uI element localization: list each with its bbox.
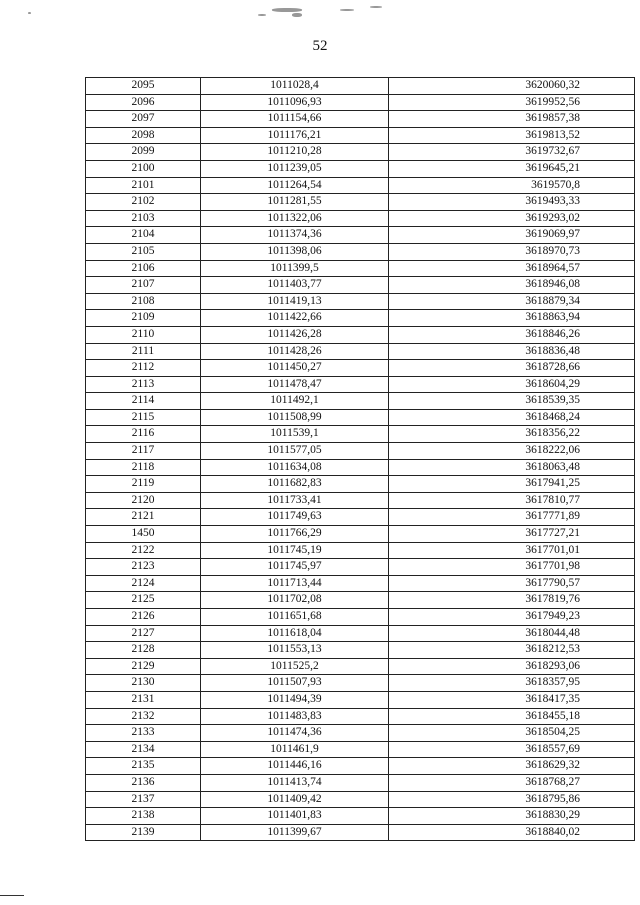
y-coordinate-cell: 3617701,98 [389, 559, 635, 576]
x-coordinate-cell: 1011281,55 [201, 194, 389, 211]
y-coordinate-cell: 3618863,94 [389, 310, 635, 327]
point-number-cell: 2105 [86, 243, 201, 260]
table-row [86, 741, 635, 758]
point-number-cell: 2136 [86, 774, 201, 791]
point-number-cell: 2109 [86, 310, 201, 327]
table-row [86, 459, 635, 476]
y-coordinate-cell: 3620060,32 [389, 78, 635, 95]
point-number-cell: 2116 [86, 426, 201, 443]
x-coordinate-cell: 1011399,67 [201, 824, 389, 841]
table-row [86, 177, 635, 194]
y-coordinate-cell: 3618539,35 [389, 393, 635, 410]
table-row [86, 144, 635, 161]
point-number-cell: 2115 [86, 409, 201, 426]
y-coordinate-cell: 3618836,48 [389, 343, 635, 360]
point-number-cell: 2128 [86, 642, 201, 659]
point-number-cell: 2095 [86, 78, 201, 95]
y-coordinate-cell: 3619857,38 [389, 111, 635, 128]
x-coordinate-cell: 1011239,05 [201, 160, 389, 177]
x-coordinate-cell: 1011176,21 [201, 127, 389, 144]
table-row [86, 376, 635, 393]
table-row [86, 758, 635, 775]
x-coordinate-cell: 1011154,66 [201, 111, 389, 128]
y-coordinate-cell: 3618293,06 [389, 658, 635, 675]
table-row [86, 227, 635, 244]
y-coordinate-cell: 3617949,23 [389, 609, 635, 626]
y-coordinate-cell: 3618044,48 [389, 625, 635, 642]
y-coordinate-cell: 3619952,56 [389, 94, 635, 111]
y-coordinate-cell: 3617790,57 [389, 575, 635, 592]
point-number-cell: 2117 [86, 443, 201, 460]
y-coordinate-cell: 3618222,06 [389, 443, 635, 460]
y-coordinate-cell: 3618964,57 [389, 260, 635, 277]
x-coordinate-cell: 1011474,36 [201, 725, 389, 742]
x-coordinate-cell: 1011401,83 [201, 808, 389, 825]
x-coordinate-cell: 1011525,2 [201, 658, 389, 675]
point-number-cell: 2098 [86, 127, 201, 144]
point-number-cell: 2121 [86, 509, 201, 526]
coordinates-table [85, 77, 635, 841]
point-number-cell: 2108 [86, 293, 201, 310]
point-number-cell: 2139 [86, 824, 201, 841]
point-number-cell: 2101 [86, 177, 201, 194]
point-number-cell: 2113 [86, 376, 201, 393]
y-coordinate-cell: 3619069,97 [389, 227, 635, 244]
table-row [86, 708, 635, 725]
point-number-cell: 2132 [86, 708, 201, 725]
table-row [86, 492, 635, 509]
y-coordinate-cell: 3619732,67 [389, 144, 635, 161]
point-number-cell: 2125 [86, 592, 201, 609]
x-coordinate-cell: 1011450,27 [201, 360, 389, 377]
table-row [86, 94, 635, 111]
x-coordinate-cell: 1011713,44 [201, 575, 389, 592]
y-coordinate-cell: 3618728,66 [389, 360, 635, 377]
point-number-cell: 2111 [86, 343, 201, 360]
table-row [86, 658, 635, 675]
y-coordinate-cell: 3619813,52 [389, 127, 635, 144]
y-coordinate-cell: 3619645,21 [389, 160, 635, 177]
y-coordinate-cell: 3617727,21 [389, 526, 635, 543]
x-coordinate-cell: 1011618,04 [201, 625, 389, 642]
x-coordinate-cell: 1011478,47 [201, 376, 389, 393]
y-coordinate-cell: 3618604,29 [389, 376, 635, 393]
x-coordinate-cell: 1011745,19 [201, 542, 389, 559]
x-coordinate-cell: 1011419,13 [201, 293, 389, 310]
table-row [86, 260, 635, 277]
point-number-cell: 2138 [86, 808, 201, 825]
point-number-cell: 2118 [86, 459, 201, 476]
y-coordinate-cell: 3618768,27 [389, 774, 635, 791]
x-coordinate-cell: 1011682,83 [201, 476, 389, 493]
table-row [86, 111, 635, 128]
y-coordinate-cell: 3617810,77 [389, 492, 635, 509]
table-row [86, 791, 635, 808]
x-coordinate-cell: 1011507,93 [201, 675, 389, 692]
table-row [86, 343, 635, 360]
y-coordinate-cell: 3618357,95 [389, 675, 635, 692]
margin-mark [0, 895, 24, 896]
y-coordinate-cell: 3618504,25 [389, 725, 635, 742]
table-row [86, 476, 635, 493]
table-row [86, 443, 635, 460]
x-coordinate-cell: 1011428,26 [201, 343, 389, 360]
x-coordinate-cell: 1011210,28 [201, 144, 389, 161]
x-coordinate-cell: 1011492,1 [201, 393, 389, 410]
table-row [86, 78, 635, 95]
x-coordinate-cell: 1011483,83 [201, 708, 389, 725]
x-coordinate-cell: 1011096,93 [201, 94, 389, 111]
point-number-cell: 2135 [86, 758, 201, 775]
point-number-cell: 2112 [86, 360, 201, 377]
point-number-cell: 2099 [86, 144, 201, 161]
table-row [86, 326, 635, 343]
x-coordinate-cell: 1011409,42 [201, 791, 389, 808]
y-coordinate-cell: 3618970,73 [389, 243, 635, 260]
y-coordinate-cell: 3617941,25 [389, 476, 635, 493]
x-coordinate-cell: 1011264,54 [201, 177, 389, 194]
x-coordinate-cell: 1011766,29 [201, 526, 389, 543]
y-coordinate-cell: 3619493,33 [389, 194, 635, 211]
x-coordinate-cell: 1011577,05 [201, 443, 389, 460]
point-number-cell: 2120 [86, 492, 201, 509]
point-number-cell: 2122 [86, 542, 201, 559]
point-number-cell: 2127 [86, 625, 201, 642]
table-row [86, 509, 635, 526]
coordinates-table-body [86, 78, 635, 841]
table-row [86, 542, 635, 559]
table-row [86, 393, 635, 410]
x-coordinate-cell: 1011399,5 [201, 260, 389, 277]
table-row [86, 559, 635, 576]
x-coordinate-cell: 1011398,06 [201, 243, 389, 260]
point-number-cell: 2126 [86, 609, 201, 626]
table-row [86, 310, 635, 327]
y-coordinate-cell: 3618946,08 [389, 277, 635, 294]
x-coordinate-cell: 1011634,08 [201, 459, 389, 476]
y-coordinate-cell: 3619293,02 [389, 210, 635, 227]
point-number-cell: 2131 [86, 691, 201, 708]
y-coordinate-cell: 3617771,89 [389, 509, 635, 526]
x-coordinate-cell: 1011508,99 [201, 409, 389, 426]
y-coordinate-cell: 3618840,02 [389, 824, 635, 841]
table-row [86, 127, 635, 144]
x-coordinate-cell: 1011426,28 [201, 326, 389, 343]
y-coordinate-cell: 3618846,26 [389, 326, 635, 343]
point-number-cell: 2106 [86, 260, 201, 277]
y-coordinate-cell: 3618417,35 [389, 691, 635, 708]
table-row [86, 409, 635, 426]
y-coordinate-cell: 3618879,34 [389, 293, 635, 310]
table-row [86, 210, 635, 227]
y-coordinate-cell: 3618455,18 [389, 708, 635, 725]
point-number-cell: 2104 [86, 227, 201, 244]
point-number-cell: 2097 [86, 111, 201, 128]
y-coordinate-cell: 3618830,29 [389, 808, 635, 825]
x-coordinate-cell: 1011446,16 [201, 758, 389, 775]
y-coordinate-cell: 3618468,24 [389, 409, 635, 426]
table-row [86, 609, 635, 626]
page-number: 52 [312, 38, 328, 54]
x-coordinate-cell: 1011413,74 [201, 774, 389, 791]
point-number-cell: 2107 [86, 277, 201, 294]
point-number-cell: 1450 [86, 526, 201, 543]
x-coordinate-cell: 1011702,08 [201, 592, 389, 609]
y-coordinate-cell: 3617701,01 [389, 542, 635, 559]
y-coordinate-cell: 3618557,69 [389, 741, 635, 758]
table-row [86, 725, 635, 742]
point-number-cell: 2124 [86, 575, 201, 592]
y-coordinate-cell: 3617819,76 [389, 592, 635, 609]
y-coordinate-cell: 3619570,8 [389, 177, 635, 194]
x-coordinate-cell: 1011539,1 [201, 426, 389, 443]
x-coordinate-cell: 1011322,06 [201, 210, 389, 227]
point-number-cell: 2130 [86, 675, 201, 692]
y-coordinate-cell: 3618063,48 [389, 459, 635, 476]
x-coordinate-cell: 1011461,9 [201, 741, 389, 758]
point-number-cell: 2134 [86, 741, 201, 758]
table-row [86, 575, 635, 592]
point-number-cell: 2102 [86, 194, 201, 211]
point-number-cell: 2123 [86, 559, 201, 576]
table-row [86, 675, 635, 692]
x-coordinate-cell: 1011403,77 [201, 277, 389, 294]
point-number-cell: 2133 [86, 725, 201, 742]
x-coordinate-cell: 1011733,41 [201, 492, 389, 509]
point-number-cell: 2100 [86, 160, 201, 177]
table-row [86, 293, 635, 310]
table-row [86, 642, 635, 659]
point-number-cell: 2103 [86, 210, 201, 227]
y-coordinate-cell: 3618795,86 [389, 791, 635, 808]
y-coordinate-cell: 3618629,32 [389, 758, 635, 775]
x-coordinate-cell: 1011745,97 [201, 559, 389, 576]
point-number-cell: 2096 [86, 94, 201, 111]
table-row [86, 526, 635, 543]
table-row [86, 625, 635, 642]
x-coordinate-cell: 1011374,36 [201, 227, 389, 244]
table-row [86, 774, 635, 791]
x-coordinate-cell: 1011651,68 [201, 609, 389, 626]
table-row [86, 592, 635, 609]
table-row [86, 426, 635, 443]
table-row [86, 808, 635, 825]
x-coordinate-cell: 1011494,39 [201, 691, 389, 708]
point-number-cell: 2129 [86, 658, 201, 675]
table-row [86, 360, 635, 377]
y-coordinate-cell: 3618356,22 [389, 426, 635, 443]
point-number-cell: 2137 [86, 791, 201, 808]
table-row [86, 194, 635, 211]
y-coordinate-cell: 3618212,53 [389, 642, 635, 659]
x-coordinate-cell: 1011553,13 [201, 642, 389, 659]
table-row [86, 824, 635, 841]
x-coordinate-cell: 1011028,4 [201, 78, 389, 95]
x-coordinate-cell: 1011749,63 [201, 509, 389, 526]
point-number-cell: 2110 [86, 326, 201, 343]
point-number-cell: 2119 [86, 476, 201, 493]
x-coordinate-cell: 1011422,66 [201, 310, 389, 327]
table-row [86, 691, 635, 708]
table-row [86, 243, 635, 260]
table-row [86, 160, 635, 177]
point-number-cell: 2114 [86, 393, 201, 410]
table-row [86, 277, 635, 294]
